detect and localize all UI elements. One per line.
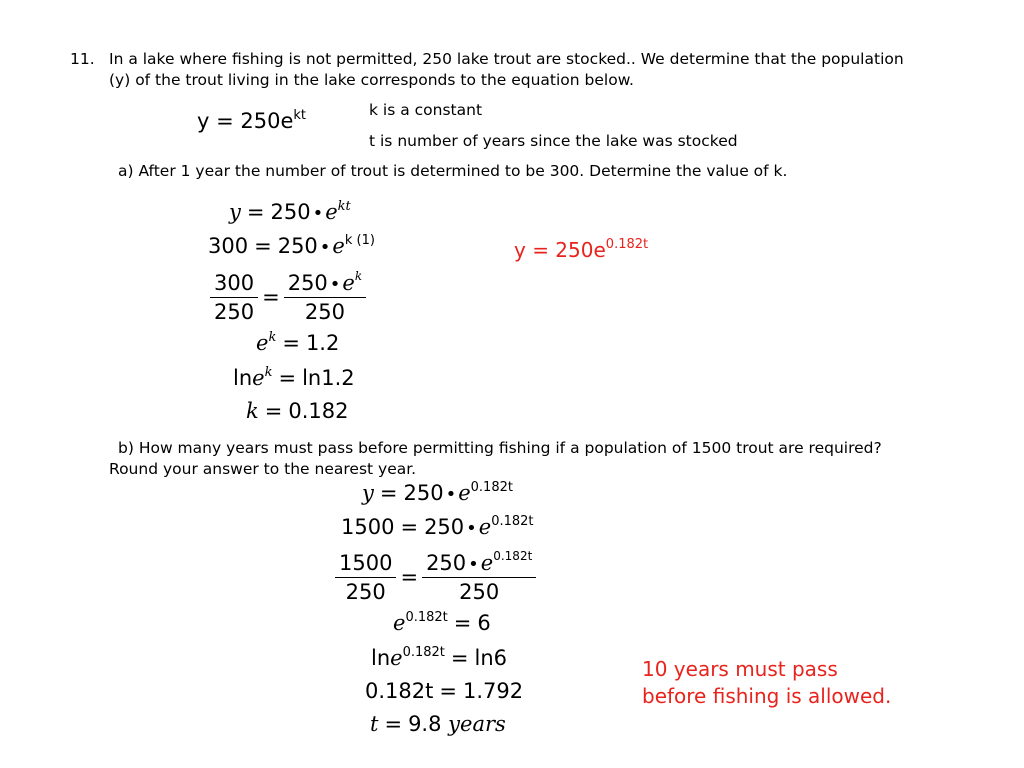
- note-k: k is a constant: [369, 101, 483, 119]
- part-a-step5: lne$^k$ = ln1.2: [233, 365, 355, 390]
- part-a-question: a) After 1 year the number of trout is determined to be 300. Determine the value of k.: [118, 162, 788, 180]
- part-a-step6: k = 0.182: [246, 399, 349, 423]
- part-b-question-line2: Round your answer to the nearest year.: [109, 460, 417, 478]
- part-a-answer: $y = 250e^{0.182t}$: [514, 237, 649, 262]
- part-b-question-line1: b) How many years must pass before permitting fishing if a population of 1500 trout are required?: [118, 439, 882, 457]
- model-equation: [197, 109, 306, 133]
- part-b-answer-line2: before fishing is allowed.: [642, 684, 892, 708]
- part-a-step1: y = 250 $•e^{kt}$: [229, 199, 351, 224]
- part-b-answer-line1: 10 years must pass: [642, 657, 838, 681]
- part-b-step6: 0.182t = 1.792: [365, 679, 524, 703]
- problem-number: 11.: [70, 50, 95, 68]
- part-b-step4: $e^{0.182t} = 6$: [393, 610, 491, 635]
- part-a-step3: $\frac{300}{250}$ = $\frac{250 •e^k}{250}$: [212, 271, 364, 324]
- part-b-answer: [642, 656, 891, 710]
- model-equation-lhs: y = 250e: [197, 109, 294, 133]
- part-b-step2: 1500 = 250 $•e^{0.182t}$: [341, 514, 534, 539]
- problem-intro-line2: (y) of the trout living in the lake corresponds to the equation below.: [109, 71, 634, 89]
- model-equation-exponent: kt: [293, 108, 307, 123]
- part-b-step3: $\frac{1500}{250}$ = $\frac{250 •e^{0.182t}}{250}$: [337, 551, 534, 604]
- part-b-step7: t = 9.8 years: [370, 712, 506, 736]
- note-t: t is number of years since the lake was stocked: [369, 132, 738, 150]
- part-b-step5: lne$^{0.182t}$ = ln6: [371, 645, 508, 670]
- problem-intro-line1: In a lake where fishing is not permitted, 250 lake trout are stocked.. We determine that the population: [109, 50, 904, 68]
- part-a-step4: $e^k = 1.2$: [256, 330, 340, 355]
- part-b-step1: y = 250 $•e^{0.182t}$: [362, 480, 513, 505]
- part-a-step2: 300 = 250 $•e^{k (1)}$: [208, 233, 375, 258]
